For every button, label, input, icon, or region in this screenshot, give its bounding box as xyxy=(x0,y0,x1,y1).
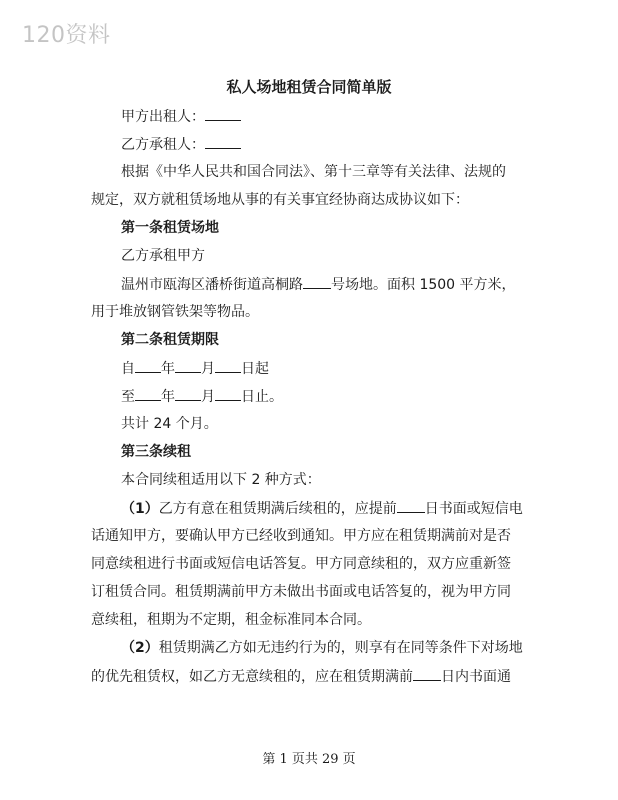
article-1-line-1: 乙方承租甲方 xyxy=(121,248,205,264)
clause-1-line-3: 同意续租进行书面或短信电话答复。甲方同意续租的，双方应重新签 xyxy=(91,556,511,572)
to-label: 至 xyxy=(121,389,135,405)
party-b-label: 乙方承租人： xyxy=(121,137,205,153)
clause-1-number: （1） xyxy=(121,501,159,517)
year-label: 年 xyxy=(161,361,175,377)
month-label: 月 xyxy=(201,361,215,377)
intro-line-2: 规定，双方就租赁场地从事的有关事宜经协商达成协议如下： xyxy=(91,192,469,208)
blank-field xyxy=(397,498,425,513)
clause-1-text-a: 乙方有意在租赁期满后续租的，应提前 xyxy=(158,501,397,517)
document-title: 私人场地租赁合同简单版 xyxy=(226,78,392,96)
clause-2-line-2 xyxy=(91,666,511,687)
blank-field xyxy=(205,134,241,149)
page-footer: 第 1 页共 29 页 xyxy=(262,752,356,767)
article-2-heading: 第二条租赁期限 xyxy=(121,332,219,348)
from-label: 自 xyxy=(121,361,135,377)
clause-2-text-b: 日内书面通 xyxy=(441,669,511,685)
article-1-line-3: 用于堆放钢管铁架等物品。 xyxy=(91,304,259,320)
party-a-label: 甲方出租人： xyxy=(121,109,205,125)
article-1-line-2 xyxy=(121,274,516,295)
clause-1-line-2: 话通知甲方，要确认甲方已经收到通知。甲方应在租赁期满前对是否 xyxy=(91,528,511,544)
year-label: 年 xyxy=(161,389,175,405)
address-text: 温州市瓯海区潘桥街道高桐路 xyxy=(121,277,303,293)
day-end-label: 日止。 xyxy=(241,389,283,405)
clause-2-text: 租赁期满乙方如无违约行为的，则享有在同等条件下对场地 xyxy=(158,640,523,656)
blank-field xyxy=(175,358,201,373)
day-start-label: 日起 xyxy=(241,361,269,377)
end-date-line xyxy=(121,386,283,407)
blank-field xyxy=(205,106,241,121)
area-text: 号场地。面积 1500 平方米， xyxy=(331,277,516,293)
article-3-heading: 第三条续租 xyxy=(121,444,191,460)
watermark: 120资料 xyxy=(22,23,111,48)
clause-1-text-b: 日书面或短信电 xyxy=(424,501,523,517)
clause-1-line-5: 意续租，租期为不定期，租金标准同本合同。 xyxy=(91,612,371,628)
blank-field xyxy=(135,386,161,401)
clause-2-line-1 xyxy=(121,638,523,658)
clause-2-number: （2） xyxy=(121,640,159,656)
article-1-heading: 第一条租赁场地 xyxy=(121,220,219,236)
article-3-intro: 本合同续租适用以下 2 种方式： xyxy=(121,472,321,488)
total-period: 共计 24 个月。 xyxy=(121,416,218,432)
month-label: 月 xyxy=(201,389,215,405)
blank-field xyxy=(175,386,201,401)
intro-line-1: 根据《中华人民共和国合同法》、第十三章等有关法律、法规的 xyxy=(121,164,506,180)
blank-field xyxy=(215,386,241,401)
blank-field xyxy=(135,358,161,373)
blank-field xyxy=(303,274,331,289)
clause-1-line-1 xyxy=(121,498,523,519)
clause-1-line-4: 订租赁合同。租赁期满前甲方未做出书面或电话答复的，视为甲方同 xyxy=(91,584,511,600)
party-a-line xyxy=(121,106,241,127)
blank-field xyxy=(215,358,241,373)
start-date-line xyxy=(121,358,269,379)
party-b-line xyxy=(121,134,241,155)
clause-2-text-a: 的优先租赁权，如乙方无意续租的，应在租赁期满前 xyxy=(91,669,413,685)
blank-field xyxy=(413,666,441,681)
